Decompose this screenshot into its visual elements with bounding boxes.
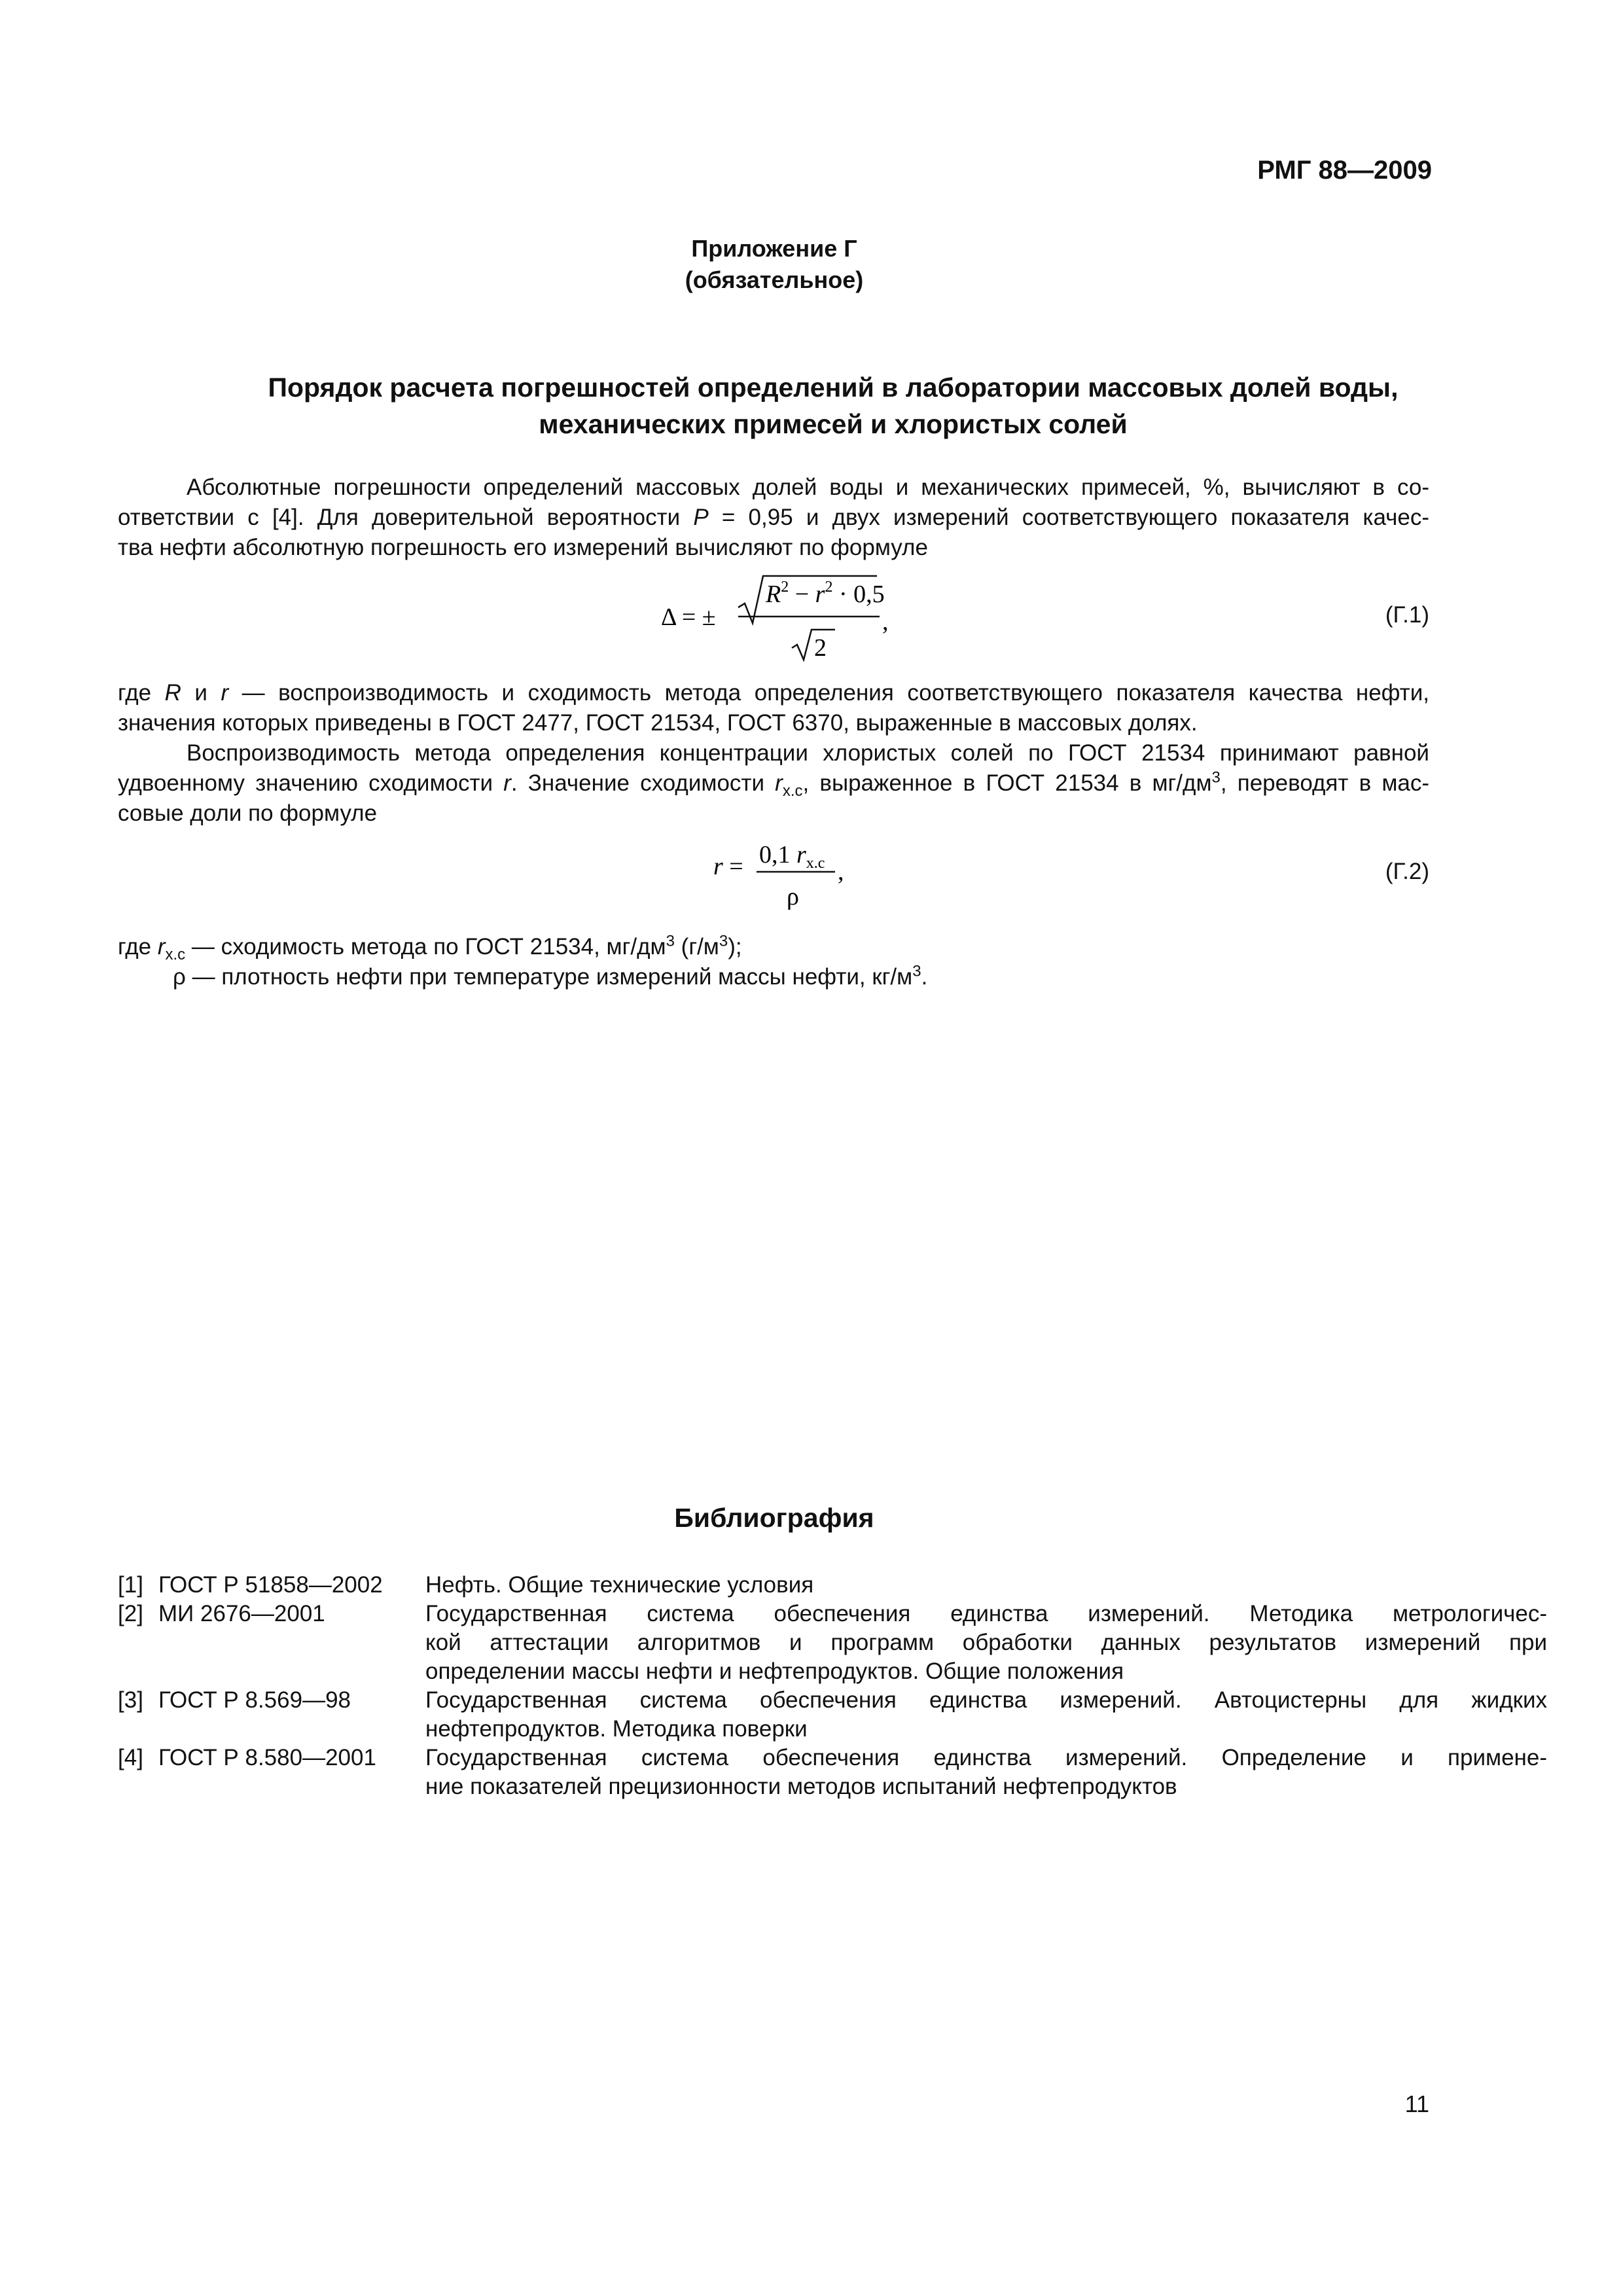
bib-number: [1] (118, 1572, 143, 1598)
formula-comma: , (882, 608, 889, 636)
paragraph-line: значения которых приведены в ГОСТ 2477, ГОСТ 21534, ГОСТ 6370, выраженные в массовых долях. (118, 710, 1198, 736)
bib-code: ГОСТ Р 8.569—98 (158, 1687, 351, 1713)
paragraph-line: ответствии с [4]. Для доверительной вероятности P = 0,95 и двух измерений соответствующего показателя качес- (118, 505, 1429, 530)
paragraph-1 (118, 473, 1429, 563)
bib-title: Государственная система обеспечения единства измерений. Автоцистерны для жидких нефтепродуктов. Методика поверки (425, 1687, 1547, 1742)
paragraph-line: Абсолютные погрешности определений массовых долей воды и механических примесей, %, вычисляют в со- (187, 475, 1429, 500)
definition-2: ρ — плотность нефти при температуре измерений массы нефти, $кг/м^3$. (173, 962, 928, 990)
paragraph-line: совые доли по формуле (118, 800, 378, 826)
paragraph-line: где R и r — воспроизводимость и сходимость метода определения соответствующего показателя качества нефти, (118, 680, 1429, 706)
bib-number: [4] (118, 1745, 143, 1770)
formula-lhs: Δ = ± (661, 603, 716, 631)
paragraph-line: тва нефти абсолютную погрешность его измерений вычисляют по формуле (118, 535, 928, 560)
page-number: 11 (1404, 2090, 1429, 2117)
heading-line-2: механических примесей и хлористых солей (539, 409, 1128, 439)
sqrt-sign (792, 630, 835, 660)
bib-title: Нефть. Общие технические условия (425, 1572, 814, 1598)
section-heading (118, 369, 1548, 442)
appendix-title: Приложение Г (691, 235, 857, 262)
bibliography-title: Библиография (674, 1503, 874, 1533)
bib-title: Государственная система обеспечения единства измерений. Методика метрологичес- кой аттестации алгоритмов и программ обработки данных результатов измерений при определении массы нефти и нефтепродуктов. Общие положения (425, 1601, 1547, 1684)
bib-number: [3] (118, 1687, 143, 1713)
formula-denominator: 2 (814, 634, 827, 662)
bib-code: МИ 2676—2001 (158, 1601, 325, 1626)
formula-g1 (661, 571, 910, 669)
heading-line-1: Порядок расчета погрешностей определений в лаборатории массовых долей воды, (268, 372, 1399, 403)
bib-code: ГОСТ Р 51858—2002 (158, 1572, 383, 1598)
equation-number-1: (Г.1) (1385, 602, 1429, 628)
paragraph-2 (118, 678, 1429, 738)
bibliography-entry (118, 1571, 1429, 1600)
formula-comma: , (838, 858, 844, 886)
formula-g2 (713, 839, 883, 918)
formula-denominator: ρ (787, 883, 799, 910)
appendix-status: (обязательное) (685, 266, 864, 293)
paragraph-3 (118, 738, 1429, 829)
bibliography-entry (118, 1686, 1547, 1744)
bib-code: ГОСТ Р 8.580—2001 (158, 1745, 376, 1770)
document-code: РМГ 88—2009 (1257, 156, 1432, 185)
paragraph-line: удвоенному значению сходимости r. Значение сходимости $r_{х.с}$, выраженное в ГОСТ 21534 в $мг/дм^3$, переводят в мас- (118, 768, 1429, 800)
definitions (118, 932, 1429, 992)
paragraph-line: Воспроизводимость метода определения концентрации хлористых солей по ГОСТ 21534 принимают равной (187, 740, 1429, 766)
bibliography-entry (118, 1600, 1547, 1686)
formula-numerator: $R^2 - r^2 \cdot 0,5$ (766, 579, 885, 608)
bibliography-entry (118, 1744, 1547, 1801)
equation-number-2: (Г.2) (1385, 859, 1429, 884)
formula-numerator: 0,1 $r_{х.с}$ (759, 841, 825, 872)
definition-1: где $r_{х.с}$ — сходимость метода по ГОСТ 21534, $мг/дм^3$ $(г/м^3)$; (118, 932, 742, 963)
bib-title: Государственная система обеспечения единства измерений. Определение и примене- ние показателей прецизионности методов испытаний нефтепродуктов (425, 1745, 1547, 1799)
formula-lhs: r = (713, 853, 743, 880)
bib-number: [2] (118, 1601, 143, 1626)
